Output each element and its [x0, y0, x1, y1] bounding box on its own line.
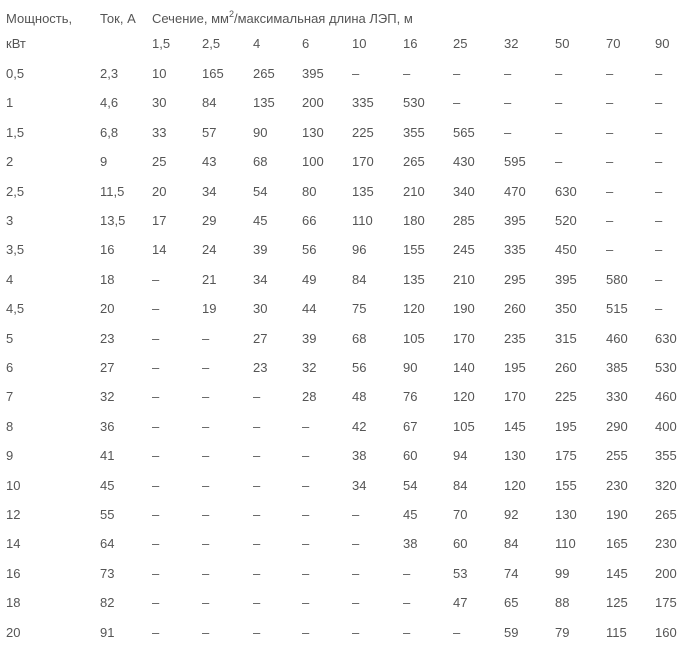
cell-length: 39 — [302, 331, 317, 346]
cell-length: – — [152, 507, 160, 522]
cell-length: 59 — [504, 625, 519, 640]
cell-length: 54 — [253, 184, 268, 199]
cell-length: – — [202, 625, 210, 640]
cell-length: – — [253, 566, 261, 581]
cell-length: 135 — [352, 184, 374, 199]
cell-length: – — [302, 419, 310, 434]
cell-length: 94 — [453, 448, 468, 463]
cell-length: 355 — [655, 448, 677, 463]
cell-length: 135 — [253, 95, 275, 110]
cell-length: 38 — [403, 536, 418, 551]
cell-power: 4 — [6, 272, 14, 287]
cell-length: 20 — [152, 184, 167, 199]
cell-length: 34 — [253, 272, 268, 287]
cell-length: 630 — [655, 331, 677, 346]
cell-length: 260 — [555, 360, 577, 375]
cell-length: 225 — [352, 125, 374, 140]
cell-length: – — [152, 595, 160, 610]
cell-power: 20 — [6, 625, 21, 640]
cell-length: 57 — [202, 125, 217, 140]
cell-length: 470 — [504, 184, 526, 199]
cell-length: – — [302, 448, 310, 463]
cell-length: 34 — [352, 478, 367, 493]
cell-length: 29 — [202, 213, 217, 228]
cell-length: 42 — [352, 419, 367, 434]
cell-length: 14 — [152, 242, 167, 257]
cell-length: 120 — [453, 389, 475, 404]
cell-length: – — [302, 595, 310, 610]
cell-length: – — [253, 625, 261, 640]
cell-length: 460 — [606, 331, 628, 346]
cell-length: – — [202, 595, 210, 610]
cell-power: 6 — [6, 360, 14, 375]
cell-current: 91 — [100, 625, 115, 640]
cell-current: 16 — [100, 242, 115, 257]
cell-length: 68 — [253, 154, 268, 169]
cell-power: 14 — [6, 536, 21, 551]
cell-length: 580 — [606, 272, 628, 287]
cell-length: 75 — [352, 301, 367, 316]
cell-length: 245 — [453, 242, 475, 257]
cell-length: 450 — [555, 242, 577, 257]
cell-length: 65 — [504, 595, 519, 610]
cell-length: 180 — [403, 213, 425, 228]
cell-length: – — [606, 213, 614, 228]
header-section — [152, 8, 413, 26]
cell-length: 28 — [302, 389, 317, 404]
cell-length: 400 — [655, 419, 677, 434]
cell-length: 285 — [453, 213, 475, 228]
cell-length: 24 — [202, 242, 217, 257]
cell-length: – — [352, 625, 360, 640]
cell-length: – — [253, 389, 261, 404]
cell-length: – — [555, 154, 563, 169]
cell-length: – — [655, 242, 663, 257]
cell-length: 76 — [403, 389, 418, 404]
header-section-sup: 2 — [228, 8, 234, 19]
cell-length: – — [152, 448, 160, 463]
cell-length: 44 — [302, 301, 317, 316]
cell-power: 9 — [6, 448, 14, 463]
cell-length: – — [606, 154, 614, 169]
cell-length: – — [152, 419, 160, 434]
cell-length: 175 — [655, 595, 677, 610]
cell-length: 10 — [152, 66, 167, 81]
cell-current: 36 — [100, 419, 115, 434]
cell-length: – — [403, 595, 411, 610]
cell-length: 90 — [253, 125, 268, 140]
cell-length: 200 — [302, 95, 324, 110]
cell-length: 66 — [302, 213, 317, 228]
header-section-value: 32 — [504, 36, 519, 51]
header-section-suffix: /максимальная длина ЛЭП, м — [233, 11, 413, 26]
cell-length: – — [202, 478, 210, 493]
cell-length: 115 — [606, 625, 627, 640]
cell-length: 84 — [352, 272, 367, 287]
cell-length: 190 — [606, 507, 628, 522]
header-section-value: 70 — [606, 36, 621, 51]
cell-length: – — [202, 389, 210, 404]
cell-power: 4,5 — [6, 301, 25, 316]
header-section-prefix: Сечение, мм — [152, 11, 229, 26]
cell-length: 320 — [655, 478, 677, 493]
cell-length: – — [655, 272, 663, 287]
cell-length: 60 — [403, 448, 418, 463]
cell-length: 460 — [655, 389, 677, 404]
cell-length: – — [352, 66, 360, 81]
cell-current: 45 — [100, 478, 115, 493]
cell-length: 84 — [504, 536, 519, 551]
cell-power: 12 — [6, 507, 21, 522]
cell-length: 33 — [152, 125, 167, 140]
cell-length: – — [202, 360, 210, 375]
cell-current: 23 — [100, 331, 115, 346]
cell-length: 105 — [453, 419, 475, 434]
cell-length: – — [202, 419, 210, 434]
cell-length: 92 — [504, 507, 519, 522]
cell-length: 520 — [555, 213, 577, 228]
cell-length: – — [302, 566, 310, 581]
cell-length: 265 — [403, 154, 425, 169]
cell-length: 49 — [302, 272, 317, 287]
header-current: Ток, А — [100, 11, 136, 26]
cell-length: – — [152, 536, 160, 551]
cell-length: 395 — [302, 66, 324, 81]
cell-length: 160 — [655, 625, 677, 640]
cell-length: 190 — [453, 301, 475, 316]
cell-length: 335 — [504, 242, 526, 257]
cell-power: 8 — [6, 419, 14, 434]
cell-length: – — [152, 272, 160, 287]
cell-length: – — [403, 625, 411, 640]
cell-length: 530 — [403, 95, 425, 110]
cell-current: 32 — [100, 389, 115, 404]
cell-length: – — [504, 66, 512, 81]
cell-length: – — [352, 536, 360, 551]
cell-length: – — [352, 507, 360, 522]
cell-length: – — [655, 154, 663, 169]
cell-length: – — [606, 95, 614, 110]
cell-length: 100 — [302, 154, 324, 169]
cell-length: 630 — [555, 184, 577, 199]
cell-length: 130 — [555, 507, 577, 522]
cell-current: 9 — [100, 154, 108, 169]
cell-length: 335 — [352, 95, 374, 110]
cell-length: – — [302, 536, 310, 551]
cell-length: 56 — [302, 242, 317, 257]
cell-length: – — [202, 507, 210, 522]
cell-length: 210 — [453, 272, 475, 287]
cell-length: 170 — [504, 389, 526, 404]
cell-length: 340 — [453, 184, 475, 199]
cell-length: 99 — [555, 566, 570, 581]
cell-length: – — [202, 536, 210, 551]
header-section-value: 50 — [555, 36, 570, 51]
cell-length: 595 — [504, 154, 526, 169]
cell-length: – — [202, 566, 210, 581]
cell-length: 19 — [202, 301, 217, 316]
cell-length: – — [655, 66, 663, 81]
cell-current: 73 — [100, 566, 115, 581]
cell-length: 195 — [555, 419, 577, 434]
cell-length: 295 — [504, 272, 526, 287]
cell-length: – — [606, 184, 614, 199]
cell-length: – — [655, 125, 663, 140]
cell-length: 105 — [403, 331, 425, 346]
cell-length: 23 — [253, 360, 268, 375]
cell-length: 80 — [302, 184, 317, 199]
cell-length: 135 — [403, 272, 425, 287]
cell-length: 88 — [555, 595, 570, 610]
cell-length: 110 — [352, 213, 373, 228]
cell-length: 27 — [253, 331, 268, 346]
cell-length: – — [655, 184, 663, 199]
cell-length: 84 — [453, 478, 468, 493]
cell-length: 265 — [655, 507, 677, 522]
cell-power: 18 — [6, 595, 21, 610]
cell-length: – — [555, 125, 563, 140]
cell-power: 5 — [6, 331, 14, 346]
cell-length: 130 — [302, 125, 324, 140]
cell-length: – — [606, 125, 614, 140]
cell-power: 3,5 — [6, 242, 25, 257]
cell-length: – — [302, 478, 310, 493]
cell-length: 120 — [504, 478, 526, 493]
cell-length: 110 — [555, 536, 576, 551]
cell-length: 385 — [606, 360, 628, 375]
cell-length: 155 — [403, 242, 425, 257]
cell-length: – — [253, 536, 261, 551]
header-section-value: 2,5 — [202, 36, 221, 51]
cell-power: 2 — [6, 154, 14, 169]
cell-length: – — [606, 242, 614, 257]
cell-length: 265 — [253, 66, 275, 81]
cell-length: – — [453, 66, 461, 81]
cell-length: 56 — [352, 360, 367, 375]
cell-length: 330 — [606, 389, 628, 404]
cell-length: – — [655, 213, 663, 228]
cell-power: 10 — [6, 478, 21, 493]
cell-length: – — [152, 389, 160, 404]
cell-length: 53 — [453, 566, 468, 581]
cell-length: – — [403, 66, 411, 81]
cell-current: 55 — [100, 507, 115, 522]
cell-length: 145 — [606, 566, 628, 581]
header-section-value: 4 — [253, 36, 261, 51]
cell-power: 1,5 — [6, 125, 25, 140]
cell-length: – — [302, 625, 310, 640]
cell-length: 30 — [253, 301, 268, 316]
header-section-value: 1,5 — [152, 36, 171, 51]
cell-length: 74 — [504, 566, 519, 581]
cell-length: 45 — [403, 507, 418, 522]
cell-length: 200 — [655, 566, 677, 581]
cell-power: 2,5 — [6, 184, 25, 199]
cell-length: – — [504, 95, 512, 110]
cell-length: 84 — [202, 95, 217, 110]
cell-power: 16 — [6, 566, 21, 581]
cell-length: 60 — [453, 536, 468, 551]
cell-length: – — [202, 331, 210, 346]
cell-length: – — [152, 301, 160, 316]
cell-length: 430 — [453, 154, 475, 169]
cell-current: 6,8 — [100, 125, 119, 140]
cell-length: 68 — [352, 331, 367, 346]
cell-current: 64 — [100, 536, 115, 551]
cell-length: 130 — [504, 448, 526, 463]
cell-length: – — [253, 507, 261, 522]
cell-length: – — [152, 360, 160, 375]
cell-power: 1 — [6, 95, 14, 110]
cell-length: – — [606, 66, 614, 81]
cell-length: 235 — [504, 331, 526, 346]
cell-length: 30 — [152, 95, 167, 110]
cell-length: – — [453, 625, 461, 640]
cell-length: 195 — [504, 360, 526, 375]
cell-length: 45 — [253, 213, 268, 228]
cell-length: 260 — [504, 301, 526, 316]
cell-length: – — [253, 419, 261, 434]
cell-length: 47 — [453, 595, 468, 610]
cell-length: – — [504, 125, 512, 140]
cell-length: 25 — [152, 154, 167, 169]
cell-length: 21 — [202, 272, 217, 287]
cell-length: – — [302, 507, 310, 522]
cell-length: 17 — [152, 213, 167, 228]
cell-length: 140 — [453, 360, 475, 375]
cell-current: 20 — [100, 301, 115, 316]
cell-length: 395 — [504, 213, 526, 228]
cell-length: 165 — [202, 66, 224, 81]
cell-length: – — [555, 66, 563, 81]
cell-length: – — [655, 95, 663, 110]
cell-length: 290 — [606, 419, 628, 434]
cell-length: – — [253, 448, 261, 463]
cell-length: 145 — [504, 419, 526, 434]
header-section-value: 6 — [302, 36, 310, 51]
cell-current: 13,5 — [100, 213, 126, 228]
cell-length: – — [453, 95, 461, 110]
cell-length: – — [403, 566, 411, 581]
cell-length: 395 — [555, 272, 577, 287]
header-section-value: 16 — [403, 36, 418, 51]
cell-length: 350 — [555, 301, 577, 316]
cell-current: 18 — [100, 272, 115, 287]
cell-length: 120 — [403, 301, 425, 316]
cell-length: 70 — [453, 507, 468, 522]
cell-length: 170 — [352, 154, 374, 169]
cell-length: 39 — [253, 242, 268, 257]
cell-length: 32 — [302, 360, 317, 375]
cell-length: 96 — [352, 242, 367, 257]
cell-length: 79 — [555, 625, 570, 640]
cell-length: – — [655, 301, 663, 316]
cell-power: 7 — [6, 389, 14, 404]
cell-current: 41 — [100, 448, 115, 463]
cell-length: 315 — [555, 331, 577, 346]
header-power-line1: Мощность, — [6, 11, 73, 26]
cell-power: 0,5 — [6, 66, 25, 81]
cell-current: 27 — [100, 360, 115, 375]
cell-length: – — [152, 331, 160, 346]
cell-length: 165 — [606, 536, 628, 551]
cell-length: 515 — [606, 301, 628, 316]
header-section-value: 25 — [453, 36, 468, 51]
cell-length: 90 — [403, 360, 418, 375]
cell-length: 230 — [655, 536, 677, 551]
cell-length: 125 — [606, 595, 628, 610]
cell-length: – — [152, 625, 160, 640]
cell-length: – — [352, 595, 360, 610]
cell-current: 82 — [100, 595, 115, 610]
cell-length: – — [555, 95, 563, 110]
cell-length: 54 — [403, 478, 418, 493]
cell-length: 155 — [555, 478, 577, 493]
cell-power: 3 — [6, 213, 14, 228]
cell-length: 34 — [202, 184, 217, 199]
cell-length: 210 — [403, 184, 425, 199]
header-power-line2: кВт — [6, 36, 26, 51]
cell-length: 230 — [606, 478, 628, 493]
cell-length: 255 — [606, 448, 628, 463]
cell-length: 175 — [555, 448, 577, 463]
cell-length: 43 — [202, 154, 217, 169]
cell-length: 565 — [453, 125, 475, 140]
cell-current: 2,3 — [100, 66, 119, 81]
cell-length: – — [253, 478, 261, 493]
header-section-value: 10 — [352, 36, 367, 51]
cell-length: – — [152, 478, 160, 493]
cell-current: 11,5 — [100, 184, 125, 199]
cell-current: 4,6 — [100, 95, 119, 110]
cell-length: – — [202, 448, 210, 463]
cell-length: 38 — [352, 448, 367, 463]
cell-length: 355 — [403, 125, 425, 140]
header-section-value: 90 — [655, 36, 670, 51]
cell-length: – — [152, 566, 160, 581]
cell-length: – — [352, 566, 360, 581]
cell-length: 170 — [453, 331, 475, 346]
cell-length: 530 — [655, 360, 677, 375]
cell-length: 67 — [403, 419, 418, 434]
cell-length: 225 — [555, 389, 577, 404]
cell-length: 48 — [352, 389, 367, 404]
cell-length: – — [253, 595, 261, 610]
